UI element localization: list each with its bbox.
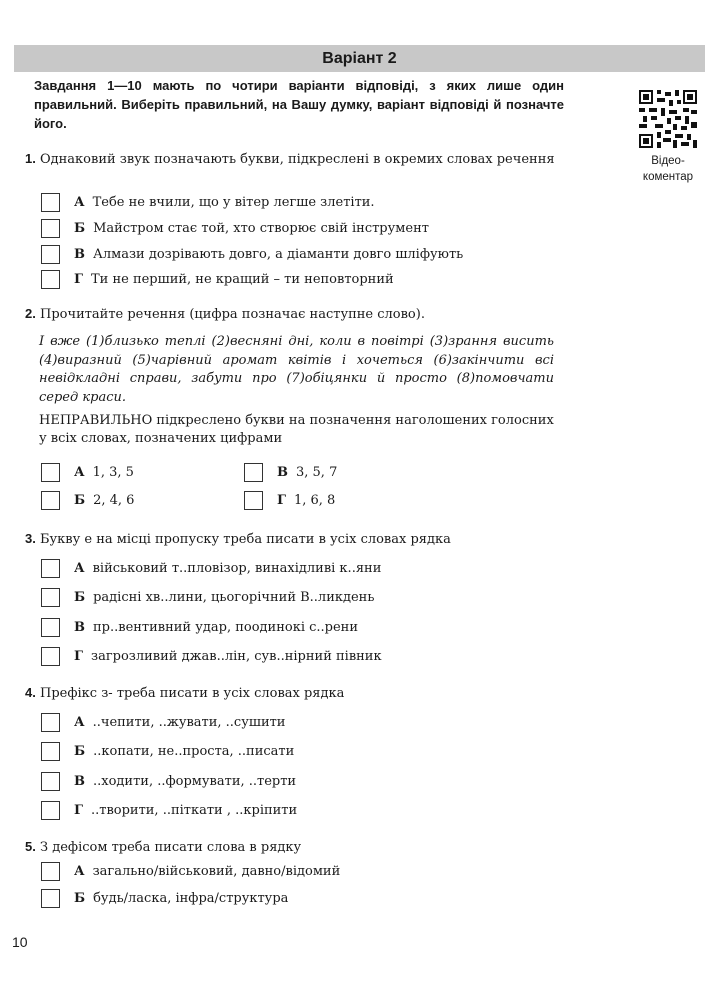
option-letter: Г	[74, 802, 83, 818]
option-text: ..творити, ..піткати , ..кріпити	[90, 802, 298, 818]
option-text: загрозливий джав..лін, сув..нірний півник	[90, 648, 382, 664]
question-text: Префікс з- треба писати в усіх словах рядка	[39, 686, 345, 701]
option-letter: В	[74, 619, 85, 635]
option-1d[interactable]	[41, 268, 394, 290]
passage: І вже (1)близько теплі (2)весняні дні, коли в повітрі (3)зрання висить (4)виразний (5)чарівний аромат квітів і хочеться (6)закінчити всі невідкладні справи, забути про (7)обіцянки й просто (8)помовчати серед краси.	[39, 334, 554, 405]
answer-checkbox[interactable]	[41, 889, 60, 908]
answer-checkbox[interactable]	[41, 713, 60, 732]
option-letter: Г	[277, 492, 286, 508]
option-5a[interactable]	[41, 860, 340, 882]
question-2	[25, 305, 560, 324]
answer-checkbox[interactable]	[41, 219, 60, 238]
option-letter: Б	[74, 589, 86, 605]
question-prompt: НЕПРАВИЛЬНО підкреслено букви на позначення наголошених голосних у всіх словах, позначених цифрами	[39, 413, 554, 446]
option-letter: Г	[74, 271, 83, 287]
option-letter: Б	[74, 743, 86, 759]
question-number: 1.	[25, 151, 36, 166]
option-text: пр..вентивний удар, поодинокі с..рени	[93, 619, 359, 635]
variant-title: Варіант 2	[14, 45, 705, 72]
option-text: 3, 5, 7	[296, 464, 338, 480]
question-1	[25, 150, 560, 169]
option-text: Майстром стає той, хто створює свій інструмент	[93, 220, 429, 236]
option-text: Тебе не вчили, що у вітер легше злетіти.	[92, 194, 375, 210]
option-1c[interactable]	[41, 243, 463, 265]
instructions: Завдання 1—10 мають по чотири варіанти відповіді, з яких лише один правильний. Виберіть правильний, на Вашу думку, варіант відповіді й позначте його.	[34, 78, 564, 131]
question-text: Однаковий звук позначають букви, підкреслені в окремих словах речення	[39, 152, 555, 167]
option-5b[interactable]	[41, 887, 288, 909]
option-letter: А	[74, 560, 85, 576]
option-2d[interactable]	[244, 489, 335, 511]
option-2b[interactable]	[244, 461, 337, 483]
option-3d[interactable]	[41, 645, 382, 667]
answer-checkbox[interactable]	[41, 772, 60, 791]
option-text: будь/ласка, інфра/структура	[93, 890, 289, 906]
answer-checkbox[interactable]	[41, 801, 60, 820]
option-letter: В	[74, 773, 85, 789]
option-letter: А	[74, 714, 85, 730]
qr-code-icon[interactable]	[639, 90, 697, 148]
answer-checkbox[interactable]	[41, 245, 60, 264]
answer-checkbox[interactable]	[41, 559, 60, 578]
answer-checkbox[interactable]	[41, 862, 60, 881]
option-text: ..копати, не..проста, ..писати	[93, 743, 295, 759]
option-4a[interactable]	[41, 711, 285, 733]
option-letter: Б	[74, 220, 86, 236]
option-letter: А	[74, 863, 85, 879]
option-letter: А	[74, 194, 85, 210]
option-4b[interactable]	[41, 740, 294, 762]
option-letter: Б	[74, 890, 86, 906]
option-2c[interactable]	[41, 489, 134, 511]
answer-checkbox[interactable]	[41, 647, 60, 666]
question-3	[25, 530, 560, 549]
option-4c[interactable]	[41, 770, 296, 792]
answer-checkbox[interactable]	[41, 588, 60, 607]
option-4d[interactable]	[41, 799, 297, 821]
question-number: 3.	[25, 531, 36, 546]
option-text: ..ходити, ..формувати, ..терти	[93, 773, 297, 789]
answer-checkbox[interactable]	[244, 491, 263, 510]
answer-checkbox[interactable]	[41, 193, 60, 212]
option-text: 1, 3, 5	[92, 464, 134, 480]
answer-checkbox[interactable]	[41, 463, 60, 482]
question-number: 4.	[25, 685, 36, 700]
option-text: радісні хв..лини, цьогорічний В..ликдень	[93, 589, 375, 605]
option-letter: Б	[74, 492, 86, 508]
question-text: Букву е на місці пропуску треба писати в усіх словах рядка	[39, 532, 451, 547]
question-number: 5.	[25, 839, 36, 854]
option-text: військовий т..пловізор, винахідливі к..яни	[92, 560, 382, 576]
option-3a[interactable]	[41, 557, 381, 579]
question-4	[25, 684, 560, 703]
question-text: З дефісом треба писати слова в рядку	[39, 840, 302, 855]
answer-checkbox[interactable]	[244, 463, 263, 482]
question-number: 2.	[25, 306, 36, 321]
qr-label: Відео-коментар	[642, 155, 694, 183]
option-letter: В	[277, 464, 288, 480]
option-letter: А	[74, 464, 85, 480]
answer-checkbox[interactable]	[41, 270, 60, 289]
option-letter: Г	[74, 648, 83, 664]
answer-checkbox[interactable]	[41, 491, 60, 510]
option-1b[interactable]	[41, 217, 429, 239]
option-text: 2, 4, 6	[93, 492, 135, 508]
option-text: 1, 6, 8	[293, 492, 336, 508]
option-text: Алмази дозрівають довго, а діаманти довго шліфують	[93, 246, 464, 262]
option-2a[interactable]	[41, 461, 134, 483]
question-text: Прочитайте речення (цифра позначає наступне слово).	[39, 307, 425, 322]
option-text: загально/військовий, давно/відомий	[92, 863, 341, 879]
answer-checkbox[interactable]	[41, 742, 60, 761]
option-text: ..чепити, ..жувати, ..сушити	[92, 714, 286, 730]
option-1a[interactable]	[41, 191, 375, 213]
answer-checkbox[interactable]	[41, 618, 60, 637]
page-number: 10	[12, 934, 28, 950]
option-text: Ти не перший, не кращий – ти неповторний	[90, 271, 394, 287]
option-3b[interactable]	[41, 586, 374, 608]
question-5	[25, 838, 560, 857]
option-3c[interactable]	[41, 616, 358, 638]
option-letter: В	[74, 246, 85, 262]
